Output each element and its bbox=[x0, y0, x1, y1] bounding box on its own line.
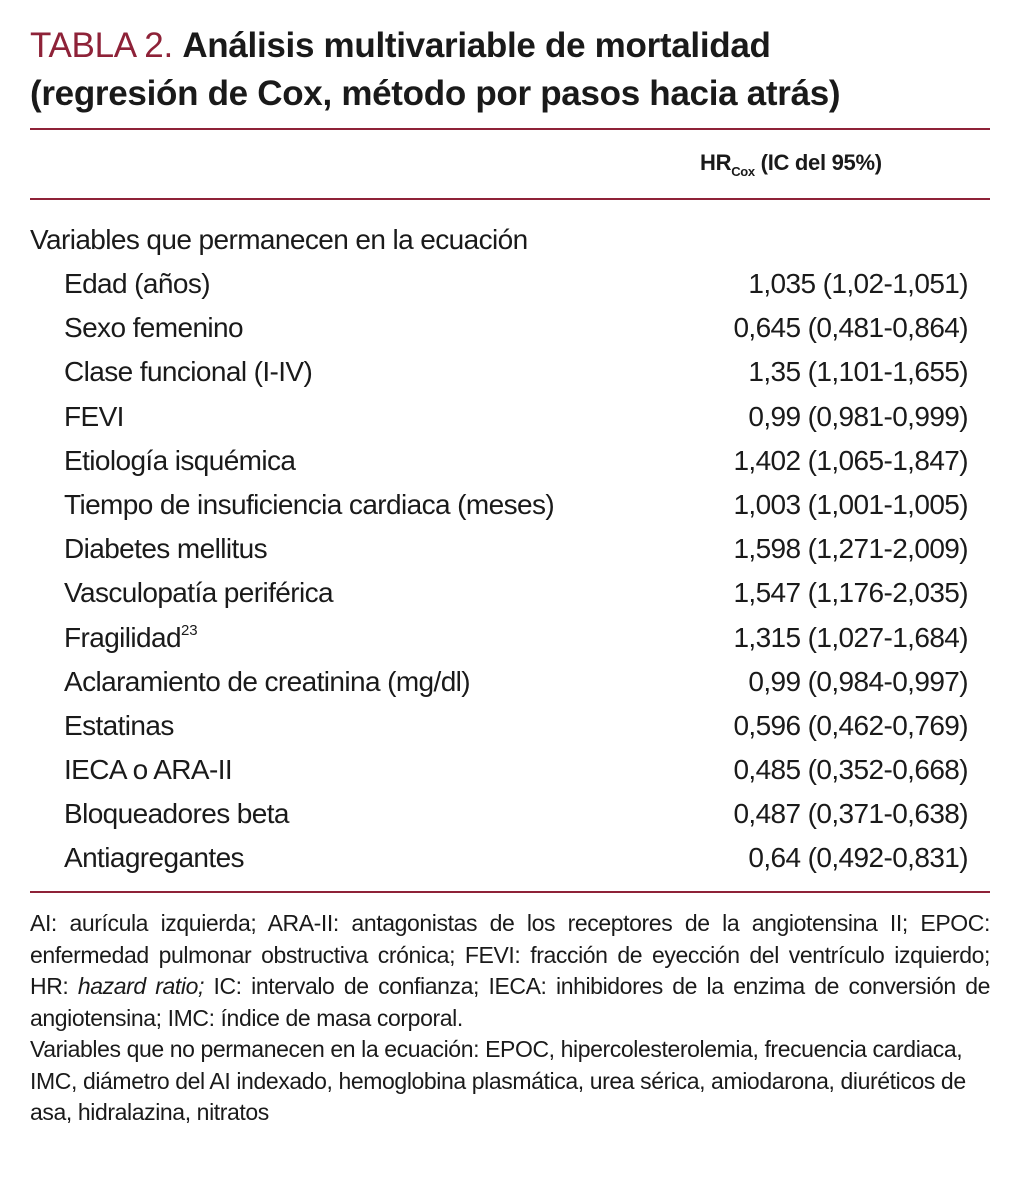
row-variable-label: Fragilidad bbox=[64, 621, 181, 653]
row-variable-name bbox=[64, 748, 232, 792]
row-hr-value: 0,487 (0,371-0,638) bbox=[733, 798, 968, 830]
table-footnote bbox=[30, 908, 990, 1129]
row-variable-label: Vasculopatía periférica bbox=[64, 577, 333, 609]
table-row bbox=[0, 439, 1016, 483]
row-hr-value: 0,64 (0,492-0,831) bbox=[748, 842, 968, 874]
column-header-ci: (IC del 95%) bbox=[760, 150, 882, 175]
row-variable-name bbox=[64, 395, 124, 439]
row-variable-name bbox=[64, 439, 295, 483]
row-variable-label: IECA o ARA-II bbox=[64, 754, 233, 786]
table-row bbox=[0, 571, 1016, 615]
column-header-hr-subscript: Cox bbox=[731, 164, 755, 179]
table-row bbox=[0, 395, 1016, 439]
footnote-abbrev-part2: IC: intervalo de confianza; IECA: inhibidores de la enzima de conversión de angiotensina; IMC: índice de masa corporal. bbox=[30, 973, 990, 1031]
column-header-hr bbox=[700, 148, 882, 178]
row-variable-name bbox=[64, 836, 244, 880]
row-variable-label: Clase funcional (I-IV) bbox=[64, 356, 313, 388]
row-reference-superscript: 23 bbox=[180, 621, 198, 639]
row-hr-value: 1,35 (1,101-1,655) bbox=[748, 356, 968, 388]
row-hr-value: 1,315 (1,027-1,684) bbox=[733, 621, 968, 653]
table-row bbox=[0, 660, 1016, 704]
row-hr-value: 1,003 (1,001-1,005) bbox=[733, 488, 968, 520]
table-row bbox=[0, 792, 1016, 836]
row-hr-value: 0,645 (0,481-0,864) bbox=[733, 312, 968, 344]
row-hr-value: 1,402 (1,065-1,847) bbox=[733, 444, 968, 476]
table-label: TABLA 2. bbox=[30, 26, 173, 65]
row-variable-name bbox=[64, 616, 198, 660]
top-rule bbox=[30, 128, 990, 130]
table-row bbox=[0, 306, 1016, 350]
footnote-abbreviations bbox=[30, 908, 990, 1034]
row-hr-value: 1,598 (1,271-2,009) bbox=[733, 533, 968, 565]
row-variable-name bbox=[64, 527, 267, 571]
row-variable-label: Diabetes mellitus bbox=[64, 533, 267, 565]
table-row bbox=[0, 483, 1016, 527]
row-variable-name bbox=[64, 571, 333, 615]
table-row bbox=[0, 836, 1016, 880]
row-variable-name bbox=[64, 483, 554, 527]
row-hr-value: 0,485 (0,352-0,668) bbox=[733, 754, 968, 786]
column-header-hr-label: HR bbox=[700, 150, 732, 175]
row-hr-value: 0,99 (0,981-0,999) bbox=[748, 400, 968, 432]
table-row bbox=[0, 527, 1016, 571]
footnote-excluded-variables: Variables que no permanecen en la ecuación: EPOC, hipercolesterolemia, frecuencia cardiaca, IMC, diámetro del AI indexado, hemoglobina plasmática, urea sérica, amiodarona, diuréticos de asa, hidralazina, nitratos bbox=[30, 1036, 966, 1125]
row-variable-label: Edad (años) bbox=[64, 268, 210, 299]
footnote-abbrev-italic: hazard ratio; bbox=[77, 973, 204, 999]
row-hr-value: 0,596 (0,462-0,769) bbox=[733, 709, 968, 741]
table-row bbox=[0, 748, 1016, 792]
table-title bbox=[30, 22, 990, 118]
row-variable-label: Antiagregantes bbox=[64, 842, 244, 874]
row-hr-value: 1,035 (1,02-1,051) bbox=[748, 268, 968, 299]
table-row bbox=[0, 616, 1016, 660]
table-body bbox=[0, 262, 1016, 881]
table-title-line2: (regresión de Cox, método por pasos hacia atrás) bbox=[30, 74, 841, 113]
table-row bbox=[0, 350, 1016, 394]
row-variable-name bbox=[64, 792, 289, 836]
row-variable-label: Sexo femenino bbox=[64, 312, 243, 344]
footnote-abbrev-part1: AI: aurícula izquierda; ARA-II: antagonistas de los receptores de la angiotensina II; EPOC: enfermedad pulmonar obstructiva crónica; FEVI: fracción de eyección del ventrículo izquierdo; HR: bbox=[30, 910, 990, 999]
row-variable-name bbox=[64, 262, 210, 306]
row-variable-label: Tiempo de insuficiencia cardiaca (meses) bbox=[64, 488, 555, 520]
table-title-line1: Análisis multivariable de mortalidad bbox=[182, 26, 771, 65]
row-variable-label: Etiología isquémica bbox=[64, 444, 296, 476]
row-hr-value: 1,547 (1,176-2,035) bbox=[733, 577, 968, 609]
row-variable-label: FEVI bbox=[64, 400, 124, 432]
row-variable-name bbox=[64, 350, 312, 394]
table-row bbox=[0, 262, 1016, 306]
bottom-rule bbox=[30, 891, 990, 893]
row-variable-label: Estatinas bbox=[64, 709, 174, 741]
row-variable-name bbox=[64, 660, 470, 704]
table-row bbox=[0, 704, 1016, 748]
row-variable-name bbox=[64, 704, 174, 748]
row-variable-label: Aclaramiento de creatinina (mg/dl) bbox=[64, 665, 471, 697]
row-variable-name bbox=[64, 306, 243, 350]
section-title: Variables que permanecen en la ecuación bbox=[30, 224, 528, 255]
row-variable-label: Bloqueadores beta bbox=[64, 798, 289, 830]
header-rule bbox=[30, 198, 990, 200]
row-hr-value: 0,99 (0,984-0,997) bbox=[748, 665, 968, 697]
